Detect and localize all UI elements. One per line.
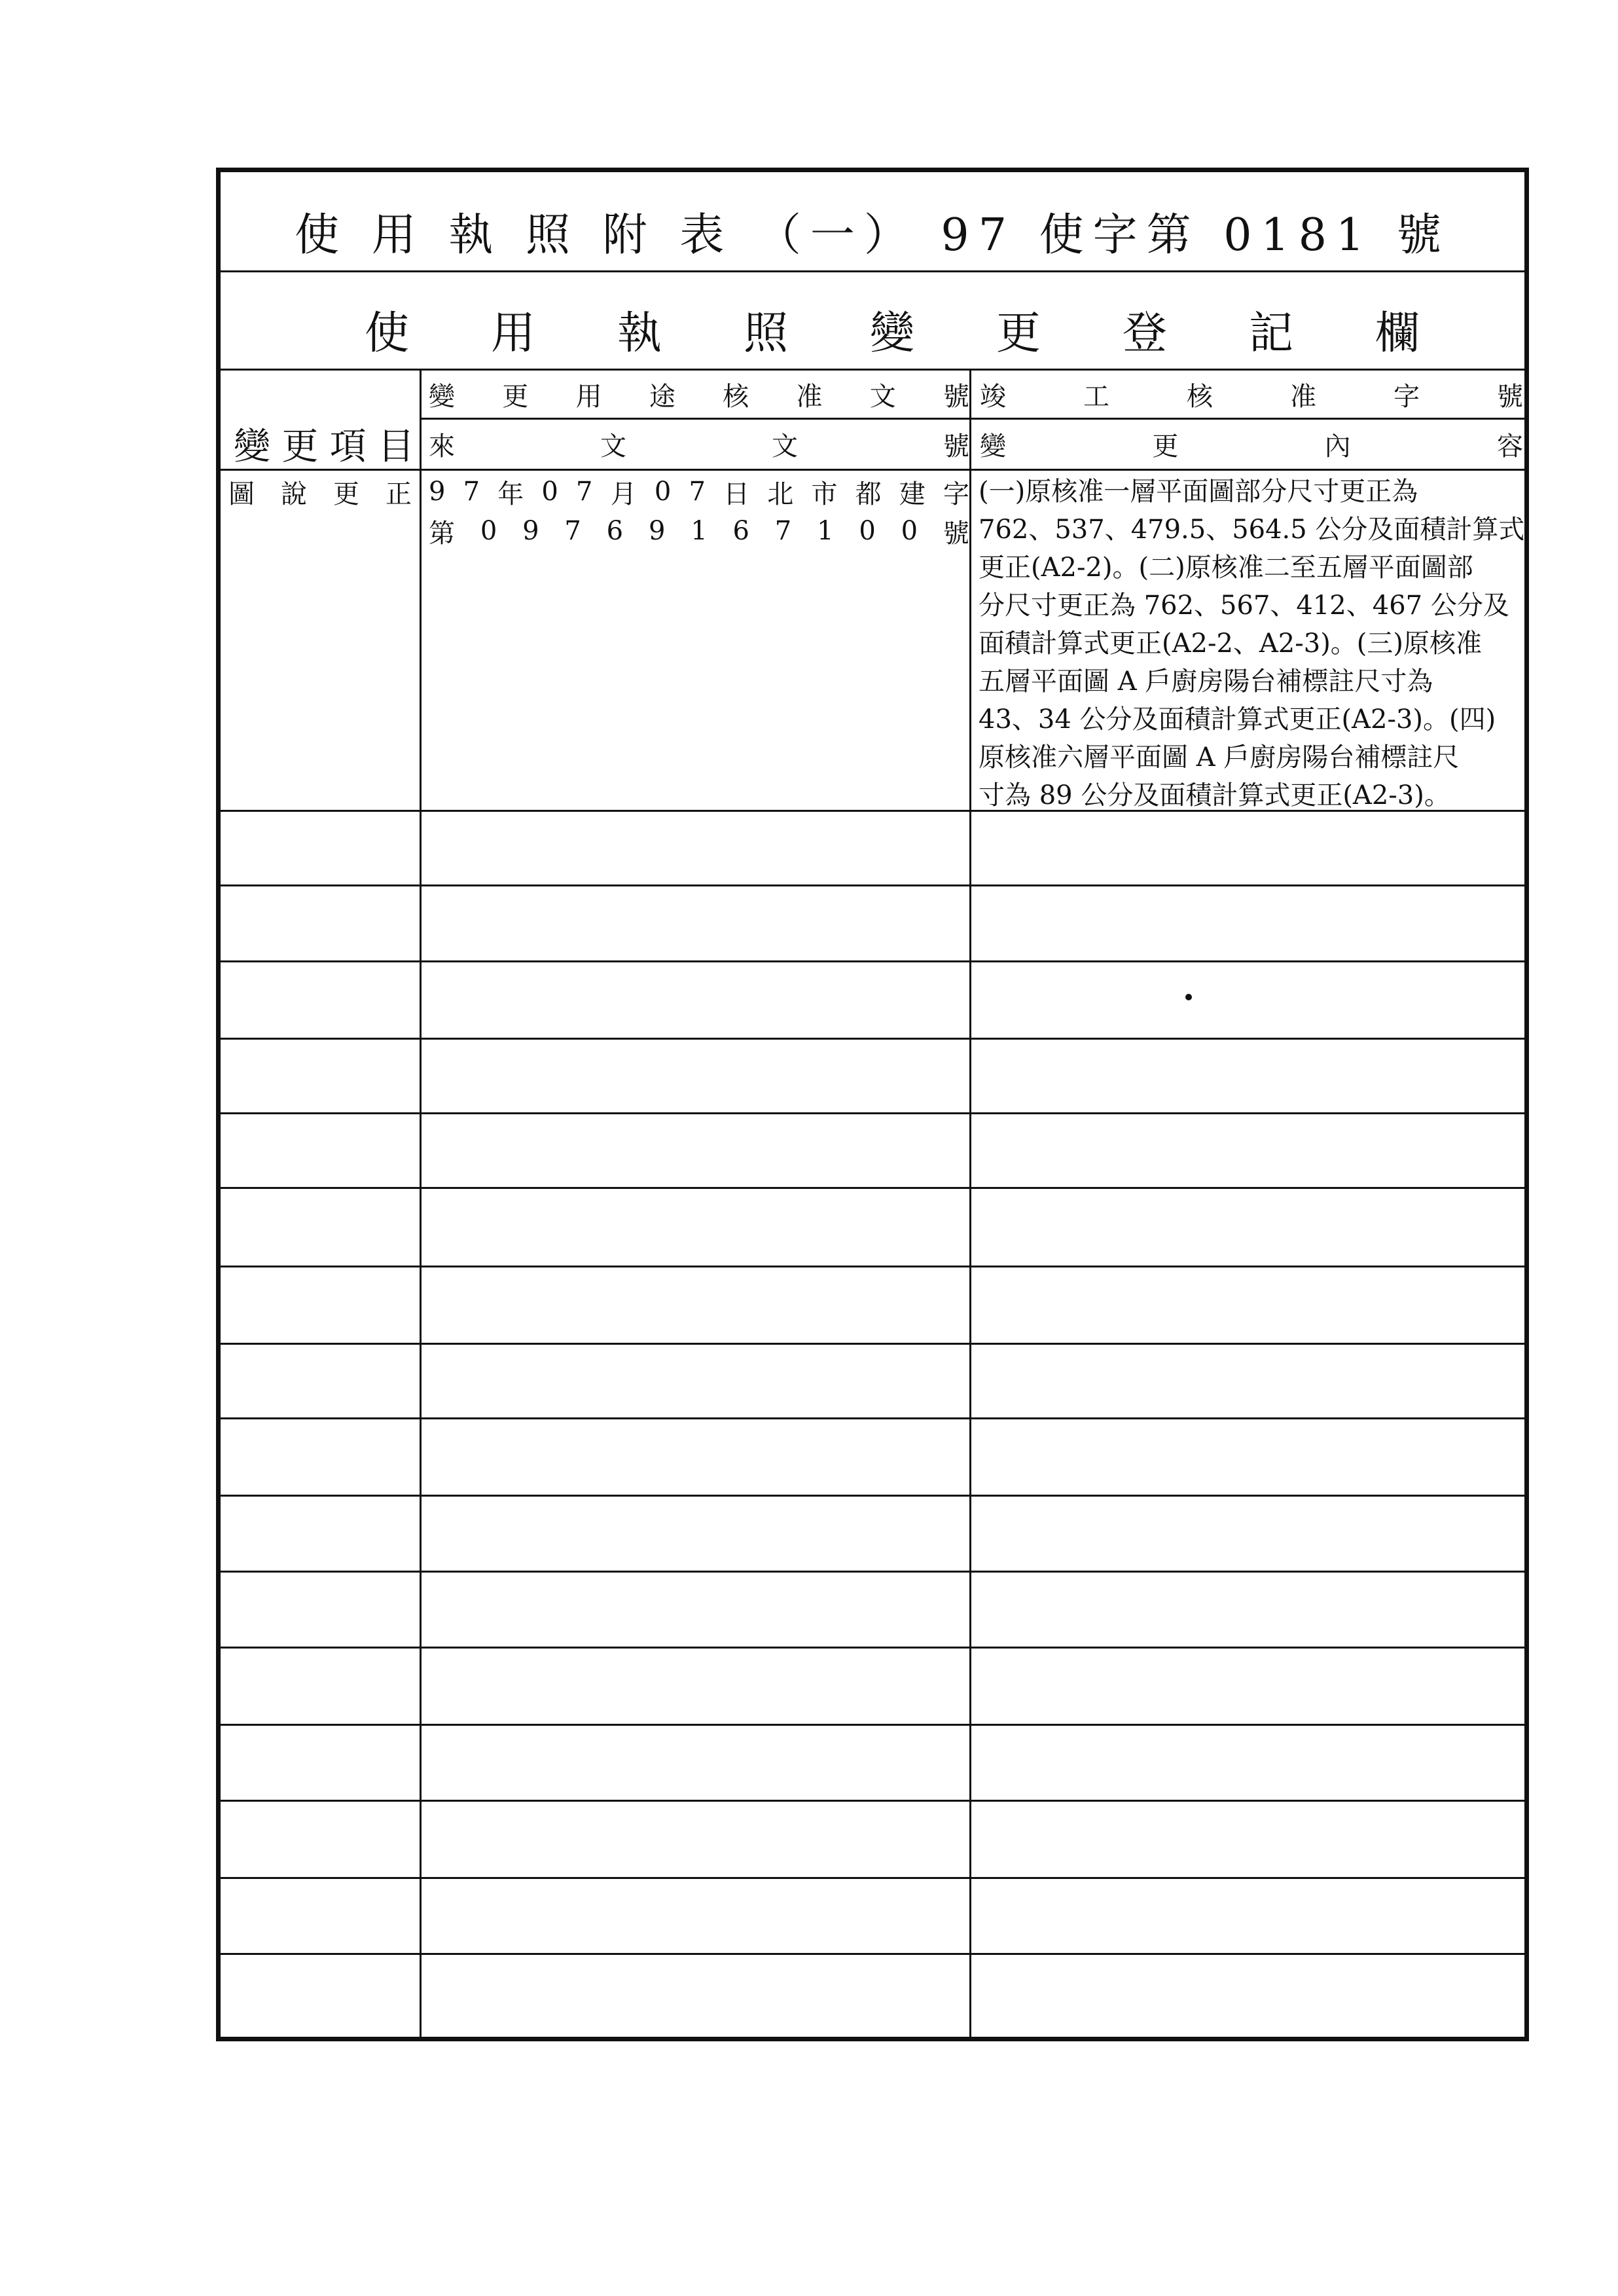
entry-char: 0: [654, 477, 672, 507]
entry-char: 月: [610, 479, 637, 509]
row-divider: [221, 1038, 1524, 1040]
header-char: 用: [575, 381, 602, 412]
row-divider: [221, 960, 1524, 962]
entry-char: 建: [899, 479, 926, 509]
subtitle-char: 更: [996, 307, 1041, 359]
header-incoming-doc-no: [429, 421, 969, 467]
row-divider: [221, 1112, 1524, 1114]
header-char: 更: [281, 426, 319, 468]
entry-char: 7: [689, 477, 706, 507]
entry-char: 北: [767, 479, 794, 509]
header-char: 途: [649, 381, 675, 412]
subtitle-char: 照: [743, 307, 788, 359]
entry-char: 正: [386, 479, 412, 509]
header-char: 文: [600, 431, 626, 462]
row-divider: [221, 1877, 1524, 1879]
entry-doc-number: [429, 511, 969, 551]
content-line: 762、537、479.5、564.5 公分及面積計算式: [979, 515, 1525, 545]
header-char: 來: [429, 431, 455, 462]
header-approval-doc-no: [429, 371, 969, 417]
subtitle-char: 使: [365, 307, 410, 359]
header-char: 核: [723, 381, 749, 412]
row-divider: [221, 1417, 1524, 1419]
header-change-content: [980, 421, 1523, 467]
entry-char: 市: [811, 479, 838, 509]
entry-char: 日: [723, 479, 750, 509]
subtitle-char: 執: [617, 307, 662, 359]
entry-char: 0: [541, 477, 558, 507]
divider: [420, 418, 1524, 420]
header-char: 項: [329, 426, 367, 468]
header-char: 變: [234, 426, 270, 468]
row-divider: [221, 1187, 1524, 1189]
entry-char: 圖: [228, 479, 255, 509]
header-char: 變: [980, 431, 1006, 462]
row-divider: [221, 1495, 1524, 1497]
header-char: 號: [1497, 381, 1523, 412]
entry-char: 號: [943, 518, 969, 549]
entry-char: 說: [281, 479, 307, 509]
entry-char: 字: [943, 479, 969, 509]
content-line: 五層平面圖 A 戶廚房陽台補標註尺寸為: [979, 666, 1433, 697]
header-char: 容: [1496, 431, 1523, 462]
subtitle-char: 用: [490, 307, 535, 359]
entry-change-content: [979, 473, 1528, 814]
row-divider: [221, 1953, 1524, 1955]
entry-char: 7: [774, 516, 792, 546]
row-divider: [221, 1647, 1524, 1649]
header-char: 更: [502, 381, 529, 412]
header-char: 變: [429, 381, 455, 412]
divider: [221, 369, 1524, 371]
content-line: 原核准六層平面圖 A 戶廚房陽台補標註尺: [979, 742, 1460, 773]
content-line: 更正(A2-2)。(二)原核准二至五層平面圖部: [979, 553, 1473, 583]
header-char: 工: [1083, 381, 1109, 412]
section-subtitle: [365, 297, 1420, 362]
column-divider: [969, 369, 971, 2037]
entry-char: 6: [732, 516, 749, 546]
row-divider: [221, 1800, 1524, 1802]
content-line: 寸為 89 公分及面積計算式更正(A2-3)。: [979, 780, 1450, 811]
entry-change-item: [228, 472, 412, 511]
entry-char: 7: [564, 516, 581, 546]
entry-char: 0: [901, 516, 918, 546]
entry-char: 年: [497, 479, 524, 509]
header-char: 核: [1187, 381, 1213, 412]
entry-char: 1: [817, 516, 834, 546]
document-title: 使 用 執 照 附 表 （一） 97 使字第 0181 號: [295, 209, 1450, 261]
subtitle-char: 登: [1122, 307, 1167, 359]
header-completion-approval-no: [980, 371, 1523, 417]
row-divider: [221, 810, 1524, 812]
entry-char: 0: [859, 516, 876, 546]
subtitle-char: 記: [1248, 307, 1293, 359]
header-char: 竣: [980, 381, 1006, 412]
entry-char: 都: [855, 479, 882, 509]
row-divider: [221, 884, 1524, 886]
header-char: 內: [1324, 431, 1351, 462]
header-char: 目: [377, 426, 414, 468]
change-registration-table: [216, 168, 1529, 2041]
header-char: 號: [943, 431, 969, 462]
entry-char: 6: [606, 516, 624, 546]
entry-char: 1: [691, 516, 708, 546]
entry-char: 第: [429, 518, 455, 549]
content-line: 分尺寸更正為 762、567、412、467 公分及: [979, 591, 1509, 621]
row-divider: [221, 1343, 1524, 1345]
content-line: 面積計算式更正(A2-2、A2-3)。(三)原核准: [979, 629, 1483, 659]
header-char: 准: [796, 381, 823, 412]
entry-char: 7: [463, 477, 480, 507]
entry-char: 9: [429, 477, 446, 507]
header-char: 准: [1290, 381, 1316, 412]
column-divider: [420, 369, 422, 2037]
entry-doc-date: [429, 472, 969, 511]
row-divider: [221, 1266, 1524, 1267]
header-char: 文: [869, 381, 896, 412]
entry-char: 9: [522, 516, 539, 546]
divider: [221, 469, 1524, 471]
entry-char: 更: [333, 479, 359, 509]
entry-char: 7: [576, 477, 593, 507]
header-char: 號: [943, 381, 969, 412]
entry-char: 9: [648, 516, 666, 546]
header-char: 文: [772, 431, 798, 462]
header-char: 更: [1152, 431, 1179, 462]
row-divider: [221, 1571, 1524, 1573]
entry-char: 0: [480, 516, 497, 546]
subtitle-char: 欄: [1375, 307, 1420, 359]
divider: [221, 270, 1524, 272]
scan-speck: [1185, 994, 1192, 1000]
header-char: 字: [1393, 381, 1420, 412]
content-line: (一)原核准一層平面圖部分尺寸更正為: [979, 477, 1418, 507]
content-line: 43、34 公分及面積計算式更正(A2-3)。(四): [979, 704, 1496, 735]
row-divider: [221, 1724, 1524, 1726]
subtitle-char: 變: [869, 307, 914, 359]
